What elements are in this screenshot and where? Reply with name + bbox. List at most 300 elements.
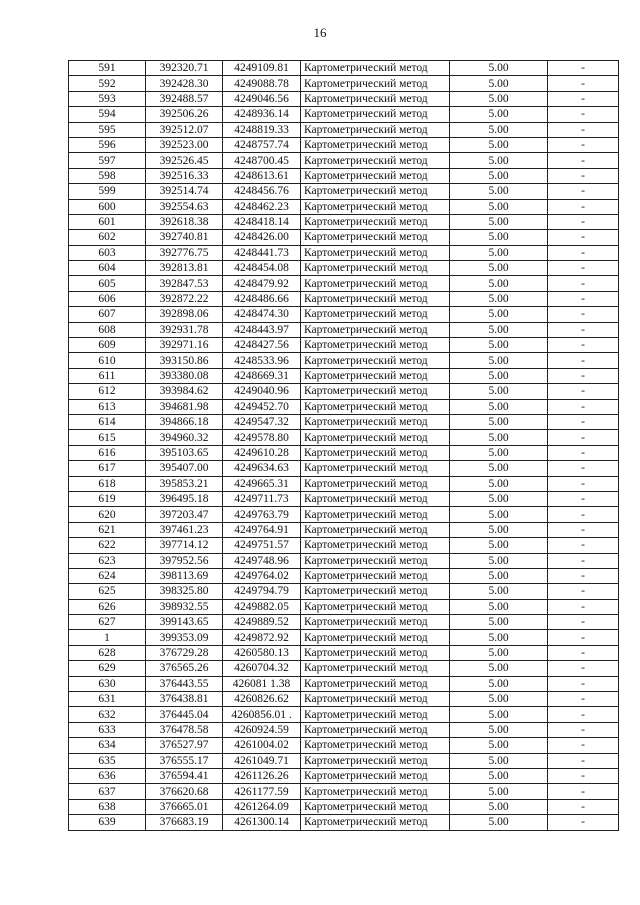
extra-cell: - — [548, 692, 619, 707]
y-coordinate-cell: 4248700.45 — [223, 153, 301, 168]
extra-cell: - — [548, 491, 619, 506]
accuracy-cell: 5.00 — [450, 153, 548, 168]
table-row — [69, 261, 619, 276]
accuracy-cell: 5.00 — [450, 353, 548, 368]
accuracy-cell: 5.00 — [450, 445, 548, 460]
x-coordinate-cell: 392512.07 — [146, 122, 223, 137]
accuracy-cell: 5.00 — [450, 414, 548, 429]
table-row — [69, 491, 619, 506]
extra-cell: - — [548, 753, 619, 768]
y-coordinate-cell: 4249665.31 — [223, 476, 301, 491]
point-number-cell: 627 — [69, 615, 146, 630]
method-cell: Картометрический метод — [301, 230, 450, 245]
extra-cell: - — [548, 584, 619, 599]
method-cell: Картометрический метод — [301, 137, 450, 152]
table-row — [69, 815, 619, 830]
extra-cell: - — [548, 107, 619, 122]
table-row — [69, 461, 619, 476]
extra-cell: - — [548, 568, 619, 583]
x-coordinate-cell: 397203.47 — [146, 507, 223, 522]
method-cell: Картометрический метод — [301, 307, 450, 322]
method-cell: Картометрический метод — [301, 168, 450, 183]
point-number-cell: 636 — [69, 768, 146, 783]
point-number-cell: 608 — [69, 322, 146, 337]
point-number-cell: 600 — [69, 199, 146, 214]
accuracy-cell: 5.00 — [450, 199, 548, 214]
y-coordinate-cell: 4260704.32 — [223, 661, 301, 676]
point-number-cell: 625 — [69, 584, 146, 599]
accuracy-cell: 5.00 — [450, 107, 548, 122]
extra-cell: - — [548, 61, 619, 76]
y-coordinate-cell: 4248819.33 — [223, 122, 301, 137]
method-cell: Картометрический метод — [301, 599, 450, 614]
method-cell: Картометрический метод — [301, 692, 450, 707]
y-coordinate-cell: 4249794.79 — [223, 584, 301, 599]
method-cell: Картометрический метод — [301, 645, 450, 660]
accuracy-cell: 5.00 — [450, 507, 548, 522]
accuracy-cell: 5.00 — [450, 584, 548, 599]
y-coordinate-cell: 4249578.80 — [223, 430, 301, 445]
accuracy-cell: 5.00 — [450, 753, 548, 768]
y-coordinate-cell: 4248426.00 — [223, 230, 301, 245]
table-row — [69, 291, 619, 306]
table-row — [69, 676, 619, 691]
method-cell: Картометрический метод — [301, 799, 450, 814]
method-cell: Картометрический метод — [301, 553, 450, 568]
extra-cell: - — [548, 615, 619, 630]
table-row — [69, 230, 619, 245]
accuracy-cell: 5.00 — [450, 137, 548, 152]
extra-cell: - — [548, 445, 619, 460]
table-row — [69, 599, 619, 614]
method-cell: Картометрический метод — [301, 815, 450, 830]
table-row — [69, 615, 619, 630]
x-coordinate-cell: 392618.38 — [146, 214, 223, 229]
point-number-cell: 628 — [69, 645, 146, 660]
extra-cell: - — [548, 430, 619, 445]
accuracy-cell: 5.00 — [450, 491, 548, 506]
x-coordinate-cell: 398325.80 — [146, 584, 223, 599]
y-coordinate-cell: 4249610.28 — [223, 445, 301, 460]
method-cell: Картометрический метод — [301, 722, 450, 737]
y-coordinate-cell: 4248757.74 — [223, 137, 301, 152]
table-row — [69, 661, 619, 676]
method-cell: Картометрический метод — [301, 768, 450, 783]
table-row — [69, 584, 619, 599]
extra-cell: - — [548, 261, 619, 276]
table-row — [69, 168, 619, 183]
method-cell: Картометрический метод — [301, 245, 450, 260]
x-coordinate-cell: 376620.68 — [146, 784, 223, 799]
table-row — [69, 414, 619, 429]
method-cell: Картометрический метод — [301, 538, 450, 553]
accuracy-cell: 5.00 — [450, 630, 548, 645]
point-number-cell: 1 — [69, 630, 146, 645]
point-number-cell: 635 — [69, 753, 146, 768]
accuracy-cell: 5.00 — [450, 661, 548, 676]
y-coordinate-cell: 4249764.02 — [223, 568, 301, 583]
method-cell: Картометрический метод — [301, 184, 450, 199]
method-cell: Картометрический метод — [301, 738, 450, 753]
accuracy-cell: 5.00 — [450, 214, 548, 229]
table-row — [69, 476, 619, 491]
accuracy-cell: 5.00 — [450, 168, 548, 183]
accuracy-cell: 5.00 — [450, 615, 548, 630]
x-coordinate-cell: 399353.09 — [146, 630, 223, 645]
x-coordinate-cell: 397952.56 — [146, 553, 223, 568]
extra-cell: - — [548, 538, 619, 553]
point-number-cell: 606 — [69, 291, 146, 306]
y-coordinate-cell: 4249046.56 — [223, 91, 301, 106]
extra-cell: - — [548, 91, 619, 106]
accuracy-cell: 5.00 — [450, 722, 548, 737]
extra-cell: - — [548, 199, 619, 214]
x-coordinate-cell: 376478.58 — [146, 722, 223, 737]
extra-cell: - — [548, 399, 619, 414]
point-number-cell: 609 — [69, 338, 146, 353]
accuracy-cell: 5.00 — [450, 61, 548, 76]
point-number-cell: 630 — [69, 676, 146, 691]
y-coordinate-cell: 4248486.66 — [223, 291, 301, 306]
y-coordinate-cell: 4248462.23 — [223, 199, 301, 214]
extra-cell: - — [548, 522, 619, 537]
x-coordinate-cell: 392428.30 — [146, 76, 223, 91]
table-row — [69, 76, 619, 91]
method-cell: Картометрический метод — [301, 491, 450, 506]
method-cell: Картометрический метод — [301, 430, 450, 445]
accuracy-cell: 5.00 — [450, 799, 548, 814]
x-coordinate-cell: 376683.19 — [146, 815, 223, 830]
point-number-cell: 626 — [69, 599, 146, 614]
point-number-cell: 621 — [69, 522, 146, 537]
method-cell: Картометрический метод — [301, 199, 450, 214]
table-row — [69, 122, 619, 137]
x-coordinate-cell: 392523.00 — [146, 137, 223, 152]
table-row — [69, 245, 619, 260]
y-coordinate-cell: 4248936.14 — [223, 107, 301, 122]
extra-cell: - — [548, 338, 619, 353]
x-coordinate-cell: 397461.23 — [146, 522, 223, 537]
extra-cell: - — [548, 76, 619, 91]
x-coordinate-cell: 392514.74 — [146, 184, 223, 199]
y-coordinate-cell: 4248474.30 — [223, 307, 301, 322]
extra-cell: - — [548, 507, 619, 522]
extra-cell: - — [548, 307, 619, 322]
point-number-cell: 604 — [69, 261, 146, 276]
point-number-cell: 619 — [69, 491, 146, 506]
accuracy-cell: 5.00 — [450, 568, 548, 583]
point-number-cell: 632 — [69, 707, 146, 722]
x-coordinate-cell: 376445.04 — [146, 707, 223, 722]
y-coordinate-cell: 4248443.97 — [223, 322, 301, 337]
point-number-cell: 594 — [69, 107, 146, 122]
accuracy-cell: 5.00 — [450, 553, 548, 568]
y-coordinate-cell: 4249763.79 — [223, 507, 301, 522]
accuracy-cell: 5.00 — [450, 784, 548, 799]
y-coordinate-cell: 4249547.32 — [223, 414, 301, 429]
method-cell: Картометрический метод — [301, 276, 450, 291]
x-coordinate-cell: 393380.08 — [146, 368, 223, 383]
method-cell: Картометрический метод — [301, 707, 450, 722]
table-row — [69, 307, 619, 322]
point-number-cell: 622 — [69, 538, 146, 553]
point-number-cell: 601 — [69, 214, 146, 229]
coordinates-table-body — [69, 61, 619, 831]
extra-cell: - — [548, 137, 619, 152]
table-row — [69, 368, 619, 383]
table-row — [69, 768, 619, 783]
method-cell: Картометрический метод — [301, 476, 450, 491]
table-row — [69, 445, 619, 460]
method-cell: Картометрический метод — [301, 91, 450, 106]
y-coordinate-cell: 4248454.08 — [223, 261, 301, 276]
y-coordinate-cell: 4249109.81 — [223, 61, 301, 76]
table-row — [69, 399, 619, 414]
method-cell: Картометрический метод — [301, 661, 450, 676]
y-coordinate-cell: 4249872.92 — [223, 630, 301, 645]
method-cell: Картометрический метод — [301, 107, 450, 122]
accuracy-cell: 5.00 — [450, 738, 548, 753]
method-cell: Картометрический метод — [301, 414, 450, 429]
extra-cell: - — [548, 230, 619, 245]
extra-cell: - — [548, 168, 619, 183]
x-coordinate-cell: 395853.21 — [146, 476, 223, 491]
extra-cell: - — [548, 630, 619, 645]
extra-cell: - — [548, 661, 619, 676]
y-coordinate-cell: 4261126.26 — [223, 768, 301, 783]
table-row — [69, 568, 619, 583]
accuracy-cell: 5.00 — [450, 368, 548, 383]
x-coordinate-cell: 392971.16 — [146, 338, 223, 353]
extra-cell: - — [548, 353, 619, 368]
point-number-cell: 620 — [69, 507, 146, 522]
table-row — [69, 553, 619, 568]
extra-cell: - — [548, 368, 619, 383]
accuracy-cell: 5.00 — [450, 230, 548, 245]
table-row — [69, 630, 619, 645]
x-coordinate-cell: 376555.17 — [146, 753, 223, 768]
point-number-cell: 633 — [69, 722, 146, 737]
accuracy-cell: 5.00 — [450, 291, 548, 306]
point-number-cell: 605 — [69, 276, 146, 291]
point-number-cell: 617 — [69, 461, 146, 476]
y-coordinate-cell: 4249764.91 — [223, 522, 301, 537]
extra-cell: - — [548, 799, 619, 814]
accuracy-cell: 5.00 — [450, 815, 548, 830]
point-number-cell: 624 — [69, 568, 146, 583]
extra-cell: - — [548, 738, 619, 753]
method-cell: Картометрический метод — [301, 368, 450, 383]
point-number-cell: 597 — [69, 153, 146, 168]
extra-cell: - — [548, 322, 619, 337]
x-coordinate-cell: 392931.78 — [146, 322, 223, 337]
extra-cell: - — [548, 184, 619, 199]
method-cell: Картометрический метод — [301, 76, 450, 91]
accuracy-cell: 5.00 — [450, 261, 548, 276]
extra-cell: - — [548, 707, 619, 722]
x-coordinate-cell: 399143.65 — [146, 615, 223, 630]
accuracy-cell: 5.00 — [450, 338, 548, 353]
accuracy-cell: 5.00 — [450, 399, 548, 414]
extra-cell: - — [548, 384, 619, 399]
table-row — [69, 214, 619, 229]
point-number-cell: 607 — [69, 307, 146, 322]
y-coordinate-cell: 4249711.73 — [223, 491, 301, 506]
y-coordinate-cell: 4248441.73 — [223, 245, 301, 260]
x-coordinate-cell: 392740.81 — [146, 230, 223, 245]
method-cell: Картометрический метод — [301, 676, 450, 691]
method-cell: Картометрический метод — [301, 461, 450, 476]
y-coordinate-cell: 4248669.31 — [223, 368, 301, 383]
extra-cell: - — [548, 291, 619, 306]
accuracy-cell: 5.00 — [450, 538, 548, 553]
table-row — [69, 338, 619, 353]
method-cell: Картометрический метод — [301, 507, 450, 522]
table-row — [69, 507, 619, 522]
accuracy-cell: 5.00 — [450, 91, 548, 106]
accuracy-cell: 5.00 — [450, 122, 548, 137]
method-cell: Картометрический метод — [301, 153, 450, 168]
x-coordinate-cell: 393984.62 — [146, 384, 223, 399]
method-cell: Картометрический метод — [301, 399, 450, 414]
method-cell: Картометрический метод — [301, 384, 450, 399]
y-coordinate-cell: 4261177.59 — [223, 784, 301, 799]
x-coordinate-cell: 393150.86 — [146, 353, 223, 368]
accuracy-cell: 5.00 — [450, 522, 548, 537]
x-coordinate-cell: 398932.55 — [146, 599, 223, 614]
extra-cell: - — [548, 122, 619, 137]
extra-cell: - — [548, 461, 619, 476]
x-coordinate-cell: 376729.28 — [146, 645, 223, 660]
method-cell: Картометрический метод — [301, 630, 450, 645]
point-number-cell: 615 — [69, 430, 146, 445]
x-coordinate-cell: 392320.71 — [146, 61, 223, 76]
y-coordinate-cell: 4261264.09 — [223, 799, 301, 814]
point-number-cell: 638 — [69, 799, 146, 814]
table-row — [69, 430, 619, 445]
point-number-cell: 599 — [69, 184, 146, 199]
x-coordinate-cell: 395103.65 — [146, 445, 223, 460]
method-cell: Картометрический метод — [301, 261, 450, 276]
extra-cell: - — [548, 245, 619, 260]
x-coordinate-cell: 394960.32 — [146, 430, 223, 445]
point-number-cell: 618 — [69, 476, 146, 491]
y-coordinate-cell: 4249882.05 — [223, 599, 301, 614]
accuracy-cell: 5.00 — [450, 384, 548, 399]
method-cell: Картометрический метод — [301, 214, 450, 229]
coordinates-table — [68, 60, 619, 831]
table-row — [69, 738, 619, 753]
accuracy-cell: 5.00 — [450, 645, 548, 660]
x-coordinate-cell: 396495.18 — [146, 491, 223, 506]
point-number-cell: 596 — [69, 137, 146, 152]
point-number-cell: 598 — [69, 168, 146, 183]
accuracy-cell: 5.00 — [450, 76, 548, 91]
x-coordinate-cell: 392813.81 — [146, 261, 223, 276]
method-cell: Картометрический метод — [301, 122, 450, 137]
x-coordinate-cell: 392506.26 — [146, 107, 223, 122]
y-coordinate-cell: 4248479.92 — [223, 276, 301, 291]
accuracy-cell: 5.00 — [450, 276, 548, 291]
point-number-cell: 613 — [69, 399, 146, 414]
extra-cell: - — [548, 599, 619, 614]
y-coordinate-cell: 4249634.63 — [223, 461, 301, 476]
table-row — [69, 137, 619, 152]
extra-cell: - — [548, 414, 619, 429]
x-coordinate-cell: 376665.01 — [146, 799, 223, 814]
point-number-cell: 629 — [69, 661, 146, 676]
point-number-cell: 639 — [69, 815, 146, 830]
method-cell: Картометрический метод — [301, 61, 450, 76]
accuracy-cell: 5.00 — [450, 430, 548, 445]
method-cell: Картометрический метод — [301, 568, 450, 583]
table-row — [69, 645, 619, 660]
table-row — [69, 353, 619, 368]
table-row — [69, 107, 619, 122]
x-coordinate-cell: 392776.75 — [146, 245, 223, 260]
y-coordinate-cell: 4248427.56 — [223, 338, 301, 353]
point-number-cell: 634 — [69, 738, 146, 753]
table-row — [69, 722, 619, 737]
table-row — [69, 522, 619, 537]
x-coordinate-cell: 397714.12 — [146, 538, 223, 553]
extra-cell: - — [548, 676, 619, 691]
accuracy-cell: 5.00 — [450, 307, 548, 322]
extra-cell: - — [548, 276, 619, 291]
table-row — [69, 784, 619, 799]
y-coordinate-cell: 4249748.96 — [223, 553, 301, 568]
x-coordinate-cell: 376527.97 — [146, 738, 223, 753]
y-coordinate-cell: 4260580.13 — [223, 645, 301, 660]
x-coordinate-cell: 376565.26 — [146, 661, 223, 676]
point-number-cell: 592 — [69, 76, 146, 91]
method-cell: Картометрический метод — [301, 322, 450, 337]
accuracy-cell: 5.00 — [450, 461, 548, 476]
table-row — [69, 538, 619, 553]
x-coordinate-cell: 392554.63 — [146, 199, 223, 214]
method-cell: Картометрический метод — [301, 753, 450, 768]
method-cell: Картометрический метод — [301, 291, 450, 306]
y-coordinate-cell: 4261300.14 — [223, 815, 301, 830]
accuracy-cell: 5.00 — [450, 707, 548, 722]
x-coordinate-cell: 376594.41 — [146, 768, 223, 783]
point-number-cell: 631 — [69, 692, 146, 707]
accuracy-cell: 5.00 — [450, 184, 548, 199]
accuracy-cell: 5.00 — [450, 322, 548, 337]
x-coordinate-cell: 376438.81 — [146, 692, 223, 707]
method-cell: Картометрический метод — [301, 584, 450, 599]
y-coordinate-cell: 4248456.76 — [223, 184, 301, 199]
page-number: 16 — [313, 25, 327, 40]
x-coordinate-cell: 394681.98 — [146, 399, 223, 414]
y-coordinate-cell: 4249889.52 — [223, 615, 301, 630]
table-row — [69, 199, 619, 214]
x-coordinate-cell: 392516.33 — [146, 168, 223, 183]
table-row — [69, 799, 619, 814]
extra-cell: - — [548, 214, 619, 229]
y-coordinate-cell: 4249088.78 — [223, 76, 301, 91]
x-coordinate-cell: 392488.57 — [146, 91, 223, 106]
x-coordinate-cell: 392847.53 — [146, 276, 223, 291]
accuracy-cell: 5.00 — [450, 476, 548, 491]
extra-cell: - — [548, 784, 619, 799]
table-row — [69, 91, 619, 106]
y-coordinate-cell: 4248613.61 — [223, 168, 301, 183]
extra-cell: - — [548, 153, 619, 168]
y-coordinate-cell: 4260826.62 — [223, 692, 301, 707]
x-coordinate-cell: 394866.18 — [146, 414, 223, 429]
point-number-cell: 623 — [69, 553, 146, 568]
